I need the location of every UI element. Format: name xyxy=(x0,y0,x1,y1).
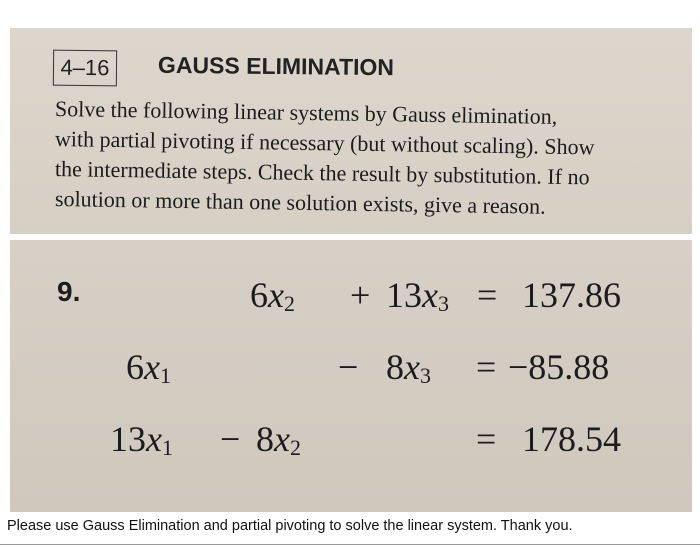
instruction-line-3: the intermediate steps. Check the result by substitution. If no xyxy=(54,156,590,190)
eq3-term-b xyxy=(256,418,301,461)
eq2-sub-b: 3 xyxy=(419,363,431,388)
eq2-sub-a: 1 xyxy=(159,363,171,388)
eq1-coef-b: 13 xyxy=(386,275,422,315)
eq1-plus: + xyxy=(350,275,371,315)
eq1-coef-a: 6 xyxy=(250,275,268,315)
eq3-sub-b: 2 xyxy=(289,435,301,460)
equation-2 xyxy=(126,346,171,389)
eq3-minus: − xyxy=(220,419,241,459)
eq1-term-b xyxy=(386,274,449,317)
instruction-line-1: Solve the following linear systems by Gauss elimination, xyxy=(54,96,558,129)
eq1-sub-b: 3 xyxy=(437,291,449,316)
eq2-var-a: x xyxy=(144,347,160,387)
eq3-sub-a: 1 xyxy=(161,435,173,460)
section-number-box xyxy=(53,50,117,87)
eq2-var-b: x xyxy=(404,347,420,387)
eq2-term-b xyxy=(386,346,431,389)
eq3-coef-b: 8 xyxy=(256,419,274,459)
instruction-line-4: solution or more than one solution exists, give a reason. xyxy=(54,186,546,219)
instruction-line-2: with partial pivoting if necessary (but without scaling). Show xyxy=(54,126,595,160)
section-title: GAUSS ELIMINATION xyxy=(157,51,395,81)
eq3-equals: = xyxy=(476,419,497,459)
section-number: 4–16 xyxy=(60,54,110,81)
eq1-var-a: x xyxy=(268,275,284,315)
eq1-equals: = xyxy=(477,275,498,315)
eq2-coef-a: 6 xyxy=(126,347,144,387)
textbook-photo-bottom xyxy=(10,240,692,512)
eq2-rhs: −85.88 xyxy=(508,347,610,387)
equation-3 xyxy=(110,418,173,461)
eq1-var-b: x xyxy=(422,275,438,315)
eq2-minus: − xyxy=(338,347,359,387)
textbook-photo-top xyxy=(10,28,692,234)
eq3-rhs: 178.54 xyxy=(522,419,621,459)
eq2-coef-b: 8 xyxy=(386,347,404,387)
eq1-rhs: 137.86 xyxy=(522,275,621,315)
eq3-var-b: x xyxy=(274,419,290,459)
question-caption: Please use Gauss Elimination and partial pivoting to solve the linear system. Thank you. xyxy=(7,518,573,534)
problem-number: 9. xyxy=(57,276,81,307)
eq3-var-a: x xyxy=(146,419,162,459)
bottom-divider xyxy=(0,544,700,545)
eq3-coef-a: 13 xyxy=(110,419,146,459)
eq2-equals: = xyxy=(476,347,497,387)
equation-1 xyxy=(250,274,295,317)
eq1-sub-a: 2 xyxy=(283,291,295,316)
